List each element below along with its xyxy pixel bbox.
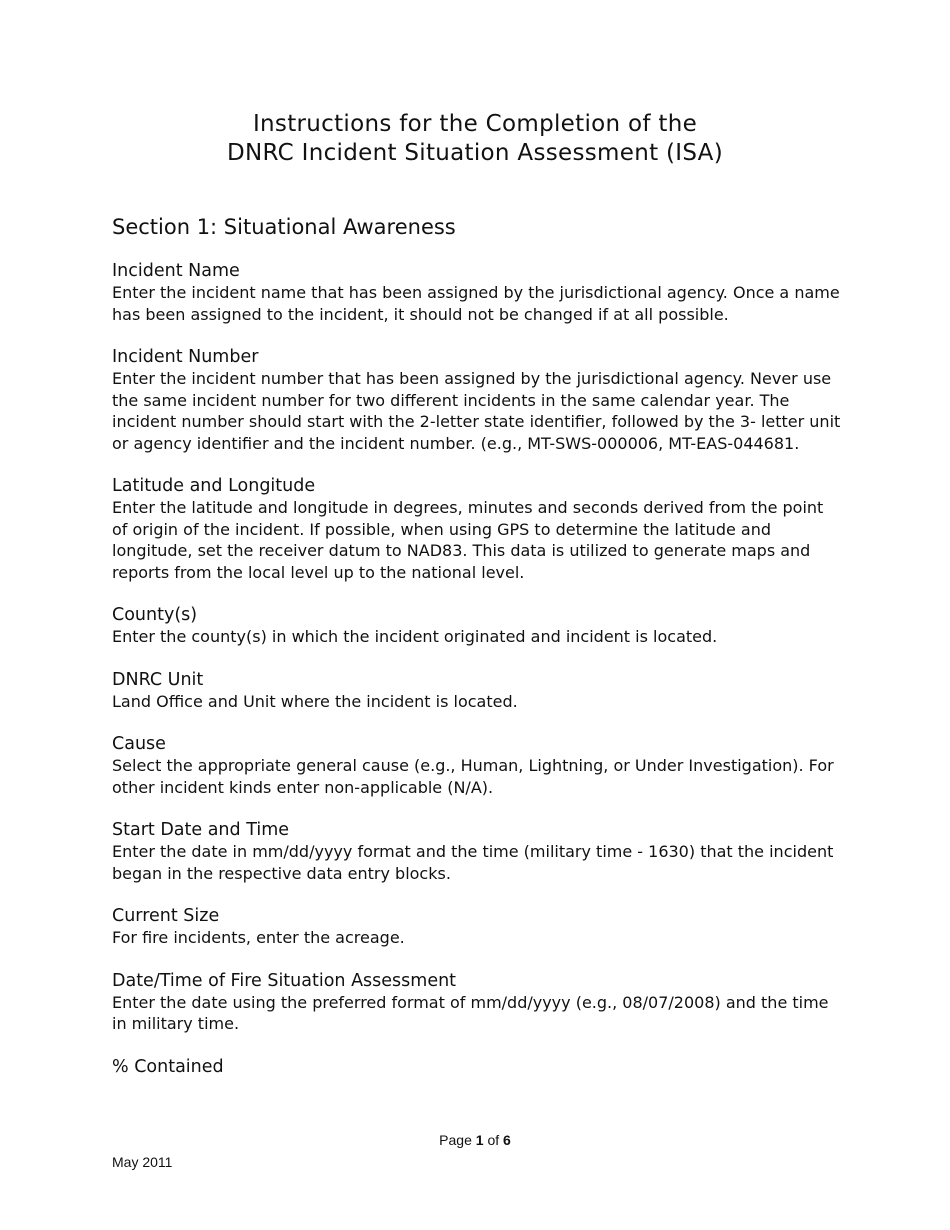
page-of: of [487,1132,500,1148]
entry-heading: Incident Name [112,261,240,281]
instruction-entry [112,1056,842,1078]
page-number [0,1132,950,1148]
page-prefix: Page [439,1132,472,1148]
instruction-list [112,260,842,1099]
entry-heading: Current Size [112,906,220,926]
instruction-entry [112,905,842,949]
instruction-entry [112,819,842,884]
page-total: 6 [503,1132,511,1148]
page-current: 1 [475,1132,484,1148]
entry-heading: Start Date and Time [112,820,290,840]
entry-heading: Incident Number [112,347,259,367]
section-heading: Section 1: Situational Awareness [112,215,456,239]
entry-heading: County(s) [112,605,198,625]
entry-body: Enter the latitude and longitude in degrees, minutes and seconds derived from the point of origin of the incident. If possible, when using GPS to determine the latitude and longitude, set the receiver datum to NAD83. This data is utilized to generate maps and reports from the local level up to the national level. [112,498,824,582]
entry-body: Enter the incident name that has been assigned by the jurisdictional agency. Once a name has been assigned to the incident, it should not be changed if at all possible. [112,283,840,324]
entry-heading: Latitude and Longitude [112,476,316,496]
entry-heading: % Contained [112,1056,224,1077]
entry-body: Enter the county(s) in which the incident originated and incident is located. [112,627,718,646]
entry-body: Enter the incident number that has been assigned by the jurisdictional agency. Never use the same incident number for two different incidents in the same calendar year. The incident number should start with the 2-letter state identifier, followed by the 3- letter unit or agency identifier and the incident number. (e.g., MT-SWS-000006, MT-EAS-044681. [112,369,841,453]
instruction-entry [112,346,842,454]
instruction-entry [112,475,842,583]
instruction-entry [112,733,842,798]
entry-body: For fire incidents, enter the acreage. [112,928,405,947]
instruction-entry [112,970,842,1035]
entry-body: Enter the date using the preferred format of mm/dd/yyyy (e.g., 08/07/2008) and the time in military time. [112,992,829,1033]
footer-date: May 2011 [112,1154,173,1170]
document-title-line-1: Instructions for the Completion of the [252,111,698,137]
instruction-entry [112,604,842,648]
entry-body: Select the appropriate general cause (e.g., Human, Lightning, or Under Investigation). For other incident kinds enter non-applicable (N/A). [112,756,834,797]
entry-heading: Cause [112,734,166,754]
entry-heading: DNRC Unit [112,669,204,690]
document-title-line-2: DNRC Incident Situation Assessment (ISA) [227,140,723,166]
entry-heading: Date/Time of Fire Situation Assessment [112,970,457,991]
instruction-entry [112,260,842,325]
instruction-entry [112,669,842,713]
entry-body: Land Office and Unit where the incident is located. [112,691,518,711]
entry-body: Enter the date in mm/dd/yyyy format and the time (military time - 1630) that the incident began in the respective data entry blocks. [112,842,834,883]
